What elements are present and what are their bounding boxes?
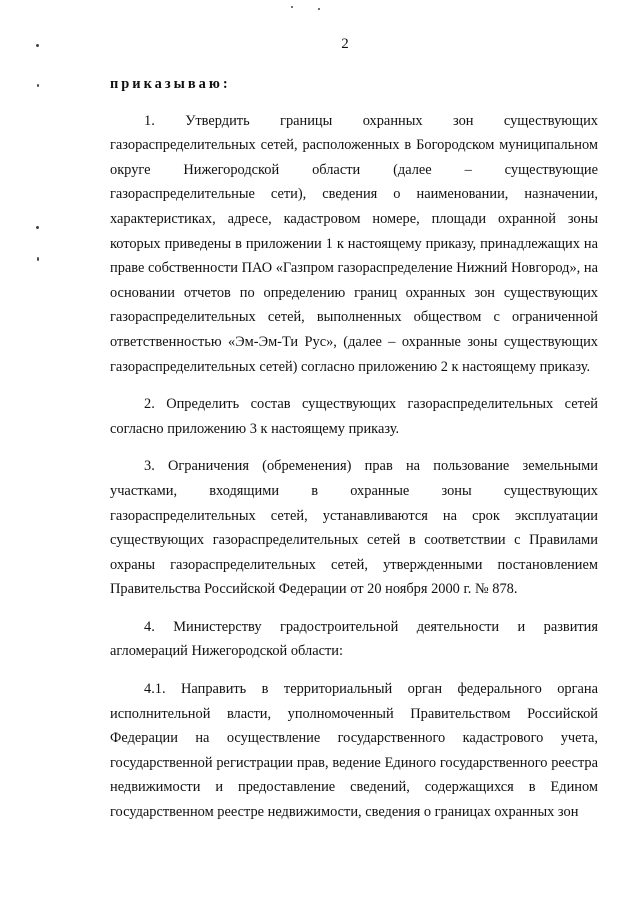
scan-speck: [291, 6, 293, 8]
paragraph-3: 3. Ограничения (обременения) прав на пользование земельными участками, входящими в охранные зоны существующих газораспределительных сетей, устанавливаются на срок эксплуатации существующих газораспределительных сетей в соответствии с Правилами охраны газораспределительных сетей, утвержденными постановлением Правительства Российской Федерации от 20 ноября 2000 г. № 878.: [110, 458, 598, 598]
scan-speck: [37, 84, 39, 87]
page-number: 2: [341, 36, 349, 52]
scan-speck: [36, 226, 39, 229]
order-word: приказываю:: [110, 76, 231, 92]
paragraph-2: 2. Определить состав существующих газораспределительных сетей согласно приложению 3 к настоящему приказу.: [110, 396, 598, 437]
scan-speck: [318, 8, 320, 10]
scan-speck: [37, 257, 39, 261]
paragraph-4-1: 4.1. Направить в территориальный орган федерального органа исполнительной власти, уполномоченный Правительством Российской Федерации на осуществление государственного кадастрового учета, государственной регистрации прав, ведение Единого государственного реестра недвижимости и предоставление сведений, содержащихся в Едином государственном реестре недвижимости, сведения о границах охранных зон: [110, 681, 598, 821]
paragraph-4: 4. Министерству градостроительной деятельности и развития агломераций Нижегородской области:: [110, 618, 598, 660]
document-body: [110, 72, 598, 838]
paragraph-1: 1. Утвердить границы охранных зон существующих газораспределительных сетей, расположенных в Богородском муниципальном округе Нижегородской области (далее – существующие газораспределительные сети), сведения о наименовании, назначении, характеристиках, адресе, кадастровом номере, площади охранной зоны которых приведены в приложении 1 к настоящему приказу, принадлежащих на праве собственности ПАО «Газпром газораспределение Нижний Новгород», на основании отчетов по определению границ охранных зон существующих газораспределительных сетей, выполненных обществом с ограниченной ответственностью «Эм-Эм-Ти Рус», (далее – охранные зоны существующих газораспределительных сетей) согласно приложению 2 к настоящему приказу.: [110, 112, 598, 375]
